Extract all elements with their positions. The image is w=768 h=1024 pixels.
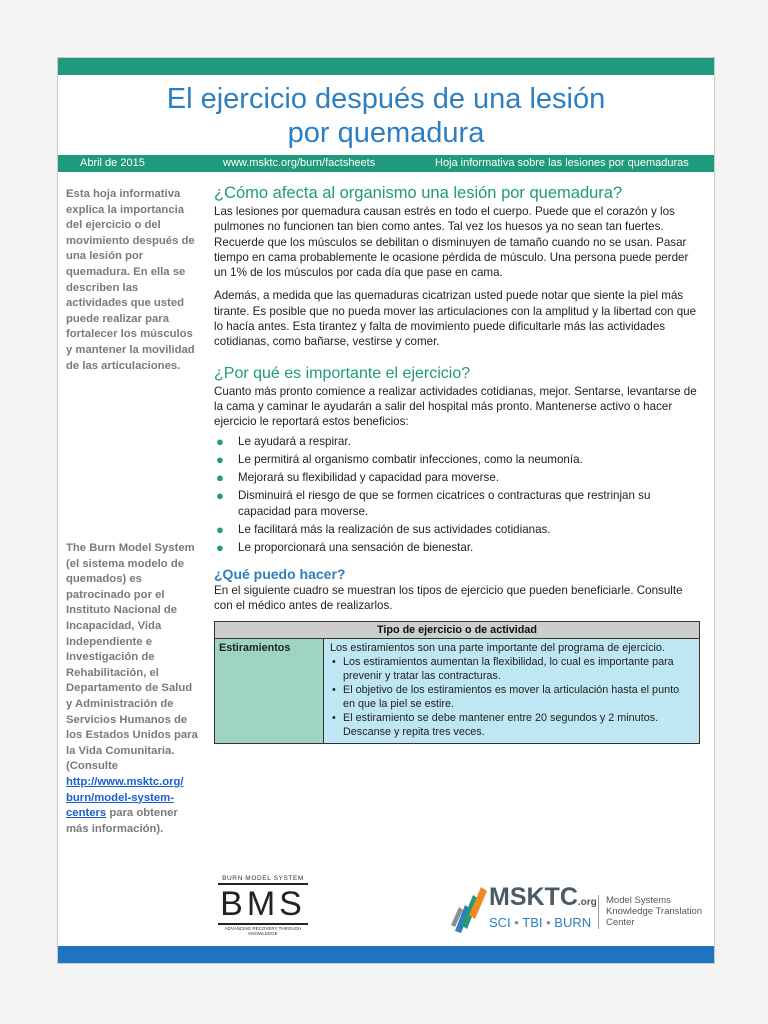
section-heading-effects: ¿Cómo afecta al organismo una lesión por quemadura? — [214, 184, 623, 202]
exercise-table — [214, 621, 700, 744]
info-bar — [58, 155, 714, 172]
msktc-logo-tags: SCI • TBI • BURN — [489, 915, 592, 930]
bullet-icon: • — [332, 684, 336, 697]
section-paragraph: Cuanto más pronto comience a realizar actividades cotidianas, mejor. Sentarse, levantarse de la cama y caminar le ayudarán a salir del hospital más pronto. Mantenerse activo o hacer ejercicio le reportará estos beneficios: — [214, 384, 697, 429]
row-label-stretching: Estiramientos — [215, 639, 324, 744]
section-heading-what-to-do: ¿Qué puedo hacer? — [214, 565, 346, 582]
bullet-icon: ● — [216, 540, 224, 556]
list-item: ● Le proporcionará una sensación de bienestar. — [216, 540, 474, 556]
title-line-1: El ejercicio después de una lesión — [166, 83, 606, 115]
row-intro: Los estiramientos son una parte importante del programa de ejercicio. — [330, 642, 665, 655]
bms-logo-letters: BMS — [218, 885, 308, 925]
section-paragraph: Además, a medida que las quemaduras cicatrizan usted puede notar que siente la piel más tirante. Es posible que no pueda mover las articulaciones con la amplitud y la libertad con que lo hacía antes. Esta tirantez y falta de movimiento puede dificultarle más las actividades cotidianas, como bañarse, vestirse y comer. — [214, 289, 697, 349]
bullet-icon: ● — [216, 433, 224, 449]
bottom-color-bar — [58, 946, 714, 963]
factsheet-subtitle: Hoja informativa sobre las lesiones por quemaduras — [435, 157, 689, 169]
model-system-centers-link[interactable]: http://www.msktc.org/ burn/model-system-centers — [66, 775, 184, 820]
msktc-logo-mark-icon — [451, 885, 487, 933]
factsheet-url[interactable]: www.msktc.org/burn/factsheets — [223, 157, 376, 169]
row-content-stretching — [324, 639, 700, 744]
bullet-icon: ● — [216, 522, 224, 538]
section-heading-importance: ¿Por qué es importante el ejercicio? — [214, 364, 471, 382]
msktc-logo-divider — [598, 895, 599, 929]
list-item: ● Disminuirá el riesgo de que se formen cicatrices o contracturas que restrinjan su capacidad para moverse. — [216, 488, 651, 518]
msktc-logo — [451, 881, 713, 941]
list-item: ● Le permitirá al organismo combatir infecciones, como la neumonía. — [216, 451, 583, 467]
funding-text-end: para obtener más información). — [66, 807, 178, 835]
list-item: • El objetivo de los estiramientos es mover la articulación hasta el punto en que la piel se estire. — [332, 684, 680, 711]
title-line-2: por quemadura — [287, 117, 485, 149]
bms-logo — [218, 875, 308, 936]
main-content — [214, 178, 700, 744]
table-row — [215, 639, 700, 744]
section-paragraph: En el siguiente cuadro se muestran los tipos de ejercicio que pueden beneficiarle. Consulte con el médico antes de realizarlos. — [214, 583, 683, 612]
msktc-logo-name: MSKTC.org — [489, 883, 597, 911]
list-item: ● Le ayudará a respirar. — [216, 433, 351, 449]
bullet-icon: ● — [216, 470, 224, 486]
bms-logo-tagline: ADVANCING RECOVERY THROUGH KNOWLEDGE — [224, 926, 302, 936]
msktc-logo-description: Model Systems Knowledge Translation Center — [606, 895, 703, 928]
list-item: • Los estiramientos aumentan la flexibilidad, lo cual es importante para prevenir y tratar las contracturas. — [332, 656, 674, 683]
factsheet-page — [57, 57, 715, 964]
sidebar-funding — [66, 541, 201, 837]
list-item: ● Le facilitará más la realización de sus actividades cotidianas. — [216, 522, 551, 538]
stretching-list — [330, 655, 694, 739]
funding-text: The Burn Model System (el sistema modelo de quemados) es patrocinado por el Instituto Nacional de Incapacidad, Vida Independiente e Investigación de Rehabilitación, el Departamento de Salud y Administración de Servicios Humanos de los Estados Unidos para la Vida Comunitaria. (Consulte — [66, 542, 198, 773]
bullet-icon: • — [332, 712, 336, 725]
publication-date: Abril de 2015 — [80, 157, 145, 169]
page-title — [58, 82, 714, 150]
section-paragraph: Las lesiones por quemadura causan estrés en todo el cuerpo. Puede que el corazón y los pulmones no funcionen tan bien como antes. Tal vez los huesos ya no sean tan fuertes. Recuerde que los músculos se debilitan o disminuyen de tamaño cuando no se usan. Pasar tiempo en cama probablemente le ocasione pérdida de músculo. Una persona puede perder un 1% de los músculos por cada día que pase en cama. — [214, 205, 689, 280]
sidebar-intro: Esta hoja informativa explica la importancia del ejercicio o del movimiento después de una lesión por quemadura. En ella se describen las actividades que usted puede realizar para fortalecer los músculos y mantener la movilidad de las articulaciones. — [66, 188, 195, 372]
table-header: Tipo de ejercicio o de actividad — [215, 622, 700, 639]
list-item: ● Mejorará su flexibilidad y capacidad para moverse. — [216, 470, 499, 486]
top-color-bar — [58, 58, 714, 75]
list-item: • El estiramiento se debe mantener entre 20 segundos y 2 minutos. Descanse y repita tres veces. — [332, 712, 659, 739]
bullet-icon: • — [332, 656, 336, 669]
bullet-icon: ● — [216, 451, 224, 467]
benefits-list — [214, 434, 700, 556]
bms-logo-top: BURN MODEL SYSTEM — [218, 875, 308, 885]
bullet-icon: ● — [216, 488, 224, 504]
